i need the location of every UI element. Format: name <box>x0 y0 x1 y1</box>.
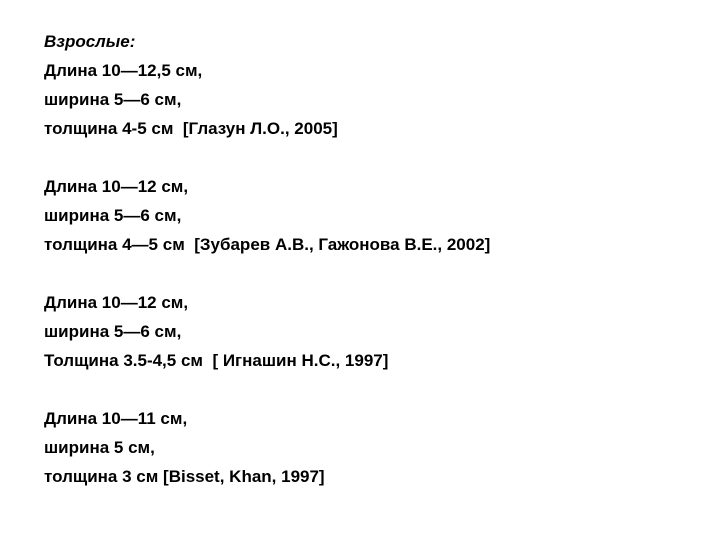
width-line: ширина 5—6 см, <box>44 322 182 341</box>
block-spacer <box>44 259 704 288</box>
width-line: ширина 5—6 см, <box>44 90 182 109</box>
thickness-line: толщина 4-5 см [Глазун Л.О., 2005] <box>44 119 338 138</box>
thickness-line: толщина 3 см [Bisset, Khan, 1997] <box>44 467 325 486</box>
measurement-block-4 <box>44 404 704 491</box>
block-spacer <box>44 143 704 172</box>
width-line: ширина 5—6 см, <box>44 206 182 225</box>
measurement-block-3 <box>44 288 704 375</box>
length-line: Длина 10—11 см, <box>44 409 188 428</box>
measurement-block-1 <box>44 56 704 143</box>
heading-adults: Взрослые: <box>44 32 136 51</box>
length-line: Длина 10—12,5 см, <box>44 61 203 80</box>
measurement-block-2 <box>44 172 704 259</box>
slide-content <box>44 27 704 491</box>
thickness-line: толщина 4—5 см [Зубарев А.В., Гажонова В.Е., 2002] <box>44 235 491 254</box>
thickness-line: Толщина 3.5-4,5 см [ Игнашин Н.С., 1997] <box>44 351 389 370</box>
block-spacer <box>44 375 704 404</box>
length-line: Длина 10—12 см, <box>44 177 189 196</box>
width-line: ширина 5 см, <box>44 438 155 457</box>
length-line: Длина 10—12 см, <box>44 293 189 312</box>
